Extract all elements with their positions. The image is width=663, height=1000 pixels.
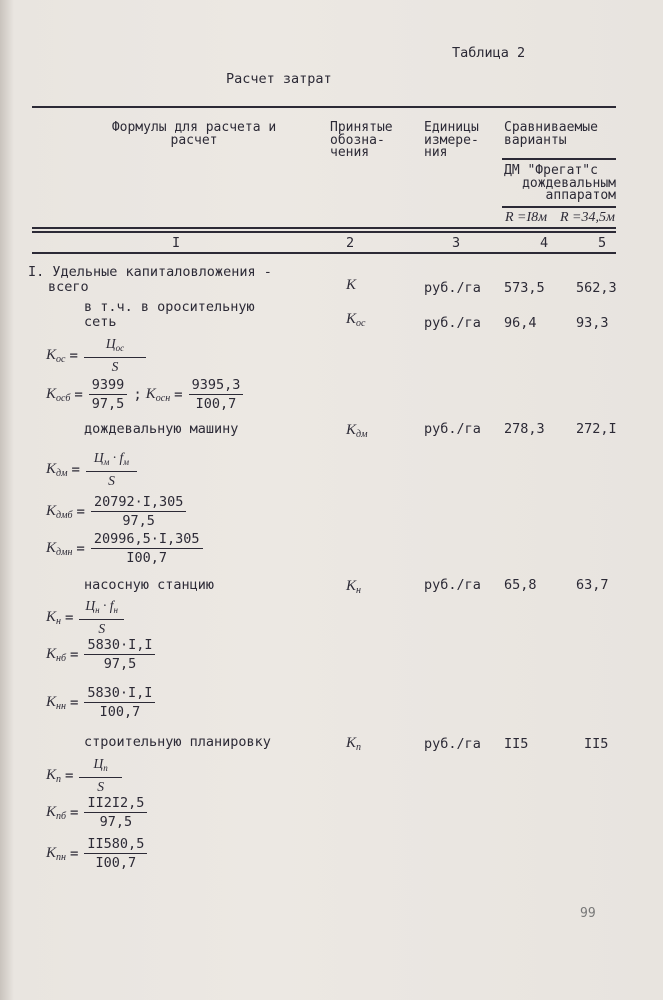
row-value-2: 93,3 xyxy=(576,315,609,331)
row-value-2: 562,3 xyxy=(576,280,617,296)
row-value-1: 278,3 xyxy=(504,421,545,437)
row-value-1: II5 xyxy=(504,736,529,752)
col-number-4: 4 xyxy=(540,235,549,251)
col-number-5: 5 xyxy=(598,235,607,251)
row-value-1: 96,4 xyxy=(504,315,537,331)
variants-rule xyxy=(502,158,616,160)
col-number-1: I xyxy=(172,235,181,251)
row-unit: руб./га xyxy=(424,280,481,296)
variant-caption: ДМ "Фрегат"с дождевальным аппаратом xyxy=(504,163,616,203)
row-symbol: $K_п$ xyxy=(346,735,362,753)
col-number-3: 3 xyxy=(452,235,461,251)
row-value-2: 272,I xyxy=(576,421,617,437)
formula-k-p-b: $K_{пб}$ = $\frac{II2I2,5}{97,5}$ xyxy=(46,795,149,830)
row-symbol: $K_{ос}$ xyxy=(346,311,366,329)
col4-header: Сравниваемые варианты xyxy=(504,120,598,148)
radius-1: R =I8м xyxy=(505,210,548,225)
row-text: I. Удельные капиталовложения - всего xyxy=(28,264,272,295)
row-symbol: $K_{дм}$ xyxy=(346,422,368,440)
formula-k-n-b: $K_{нб}$ = $\frac{5830\cdot I,I}{97,5}$ xyxy=(46,637,157,672)
formula-k-n: $K_н$ = $\frac{Ц_н \cdot f_н}{S}$ xyxy=(46,598,126,637)
page-title: Расчет затрат xyxy=(226,71,332,87)
formula-k-dm: $K_{дм}$ = $\frac{Ц_м \cdot f_м}{S}$ xyxy=(46,450,139,489)
formula-k-p-n: $K_{пн}$ = $\frac{II580,5}{I00,7}$ xyxy=(46,836,149,871)
row-value-1: 65,8 xyxy=(504,577,537,593)
formula-k-os: $K_{ос}$ = $\frac{Ц_{ос}}{S}$ xyxy=(46,336,148,375)
row-text: в т.ч. в оросительную сеть xyxy=(84,299,255,330)
radius-2: R =34,5м xyxy=(560,210,615,225)
row-symbol: K xyxy=(346,277,357,293)
formula-k-dm-b: $K_{дмб}$ = $\frac{20792\cdot I,305}{97,5}$ xyxy=(46,494,188,529)
radius-rule xyxy=(502,206,616,208)
header-rule-1 xyxy=(32,227,616,229)
formula-k-dm-n: $K_{дмн}$ = $\frac{20996,5\cdot I,305}{I00,7}$ xyxy=(46,531,205,566)
row-value-1: 573,5 xyxy=(504,280,545,296)
col-number-2: 2 xyxy=(346,235,355,251)
formula-k-os-b-n: $K_{осб}$ = $\frac{9399}{97,5}$ ; $K_{осн}$ = $\frac{9395,3}{I00,7}$ xyxy=(46,377,245,412)
row-value-2: 63,7 xyxy=(576,577,609,593)
formula-k-p: $K_п$ = $\frac{Ц_п}{S}$ xyxy=(46,756,124,795)
col1-header: Формулы для расчета и расчет xyxy=(111,120,277,148)
col3-header: Единицы измере- ния xyxy=(424,120,479,160)
row-text: насосную станцию xyxy=(84,577,215,593)
row-unit: руб./га xyxy=(424,315,481,331)
col-number-rule xyxy=(32,252,616,254)
row-unit: руб./га xyxy=(424,736,481,752)
formula-k-n-n: $K_{нн}$ = $\frac{5830\cdot I,I}{I00,7}$ xyxy=(46,685,157,720)
row-unit: руб./га xyxy=(424,577,481,593)
row-value-2: II5 xyxy=(584,736,609,752)
col2-header: Принятые обозна- чения xyxy=(330,120,393,160)
page-number: 99 xyxy=(580,906,596,921)
row-text: дождевальную машину xyxy=(84,421,239,437)
row-symbol: $K_н$ xyxy=(346,578,361,596)
header-rule-2 xyxy=(32,231,616,233)
table-top-rule xyxy=(32,106,616,108)
table-label: Таблица 2 xyxy=(452,45,526,61)
row-unit: руб./га xyxy=(424,421,481,437)
row-text: строительную планировку xyxy=(84,734,271,750)
